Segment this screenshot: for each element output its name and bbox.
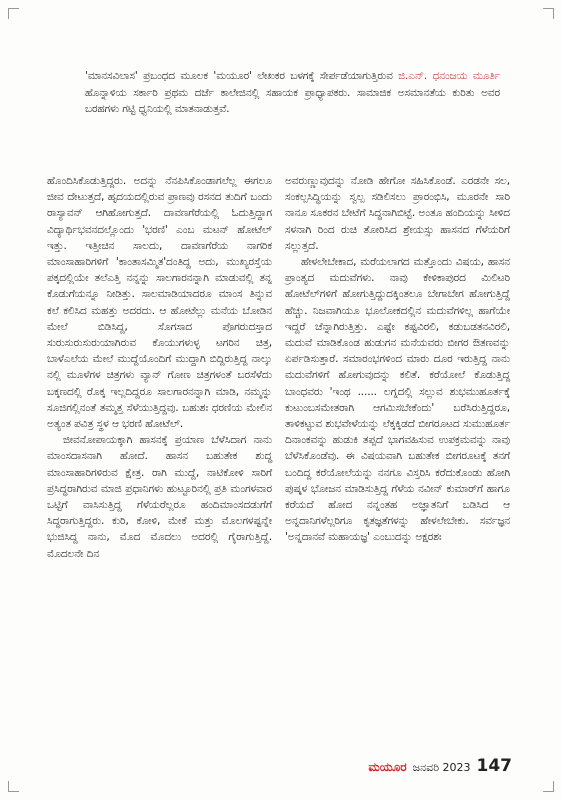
crop-mark-top-left (8, 8, 19, 19)
issue-date: ಜನವರಿ 2023 (412, 761, 471, 774)
page-footer (368, 756, 512, 776)
paragraph: ಹೇಳಲೇಬೇಕಾದ, ಮರೆಯಲಾಗದ ಮತ್ತೊಂದು ವಿಷಯ, ಹಾಸನ ಪ್ರಾಂತ್ಯದ ಮದುವೆಗಳು. ನಾವು ಕೇಳಿಕಾಪುರದ ಮಿಲಿಟರಿ ಹೋಟೆಲ್‌ಗಳಿಗೆ ಹೋಗುತ್ತಿದ್ದುದಕ್ಕಿಂತಲೂ ಬೇಗಾಬೇಗ ಹೋಗುತ್ತಿದ್ದೆ ಹೆಚ್ಚು. ನಿಜವಾಗಿಯೂ ಭೂಲೋಕದಲ್ಲಿನ ಮದುವೆಗಳಿಲ್ಲ ಹಾಗೆಯೇ ಇದ್ದರೆ ಚೆನ್ನಾಗಿರುತ್ತಿತ್ತು. ಎಷ್ಟೇ ಕಷ್ಟವಿರಲಿ, ಕಡುಬಡತನವಿರಲಿ, ಮದುವೆ ಮಾಡಿಕೊಂಡ ಹುಡುಗನ ಮನೆಯವರು ಬೀಗರ ಔತಣವನ್ನು ಏರ್ಪಡಿಸುತ್ತಾರೆ. ಸಮಾರಂಭಗಳಿಂದ ಮಾರು ದೂರ ಇರುತ್ತಿದ್ದ ನಾನು ಮದುವೆಗಳಿಗೆ ಹೋಗುವುದನ್ನು ಕಲಿತೆ. ಕರೆಯೋಲೆ ಕೊಡುತ್ತಿದ್ದ ಬಾಂಧವರು 'ಇಂಥ ...... ಲಗ್ನದಲ್ಲಿ ಸಲ್ಲುವ ಶುಭಮುಹೂರ್ತಕ್ಕೆ ಕುಟುಂಬಸಮೇತರಾಗಿ ಆಗಮಿಸಬೇಕೆಂದು' ಬರೆಸಿರುತ್ತಿದ್ದರೂ, ತಾಳಿಕಟ್ಟುವ ಶುಭವೇಳೆಯನ್ನು ಲೆಕ್ಕಕ್ಕಿಡದೆ ಬೀಗರೂಟದ ಸುಮುಹೂರ್ತ ದಿನಾಂಕವನ್ನು ಹುಡುಕಿ ತಪ್ಪದೆ ಭಾಗವಹಿಸುವ ಉಪಕ್ರಮವನ್ನು ನಾವು ಬೆಳೆಸಿಕೊಂಡೆವು. ಈ ವಿಷಯವಾಗಿ ಬಹುತೇಕ ಬೀಗರೂಟಕ್ಕೆ ತನಗೆ ಬಂದಿದ್ದ ಕರೆಯೋಲೆಯನ್ನು ನನಗೂ ವಿಸ್ತರಿಸಿ ಕರೆದುಕೊಂಡು ಹೋಗಿ ಪುಷ್ಕಳ ಭೋಜನ ಮಾಡಿಸುತ್ತಿದ್ದ ಗೆಳೆಯ ನವೀನ್ ಕುಮಾರ್‌ಗೆ ಹಾಗೂ ಕರೆಯದೆ ಹೋದ ನನ್ನಂತಹ ಅಜ್ಞಾತನಿಗೆ ಬಡಿಸಿದ ಆ ಅನ್ನದಾನಿಗಳೆಲ್ಲರಿಗೂ ಕೃತಜ್ಞತೆಗಳನ್ನು ಹೇಳಲೇಬೇಕು. ಸರ್ವಜ್ಞನ 'ಅನ್ನದಾನವೆ ಮಹಾಯಜ್ಞ' ಎಂಬುದನ್ನು ಅಕ್ಷರಶಃ (285, 256, 510, 544)
crop-mark-bottom-right (543, 781, 554, 792)
crop-mark-bottom-left (8, 781, 19, 792)
author-intro (85, 68, 500, 118)
left-column (47, 173, 272, 562)
paragraph: ಜೀವನೋಪಾಯಕ್ಕಾಗಿ ಹಾಸನಕ್ಕೆ ಪ್ರಯಾಣ ಬೆಳೆಸಿದಾಗ ನಾನು ಮಾಂಸದಾಸನಾಗಿ ಹೋದೆ. ಹಾಸನ ಬಹುತೇಕ ಶುದ್ಧ ಮಾಂಸಾಹಾರಿಗಳಿರುವ ಕ್ಷೇತ್ರ. ರಾಗಿ ಮುದ್ದೆ, ನಾಟಿಕೋಳಿ ಸಾರಿಗೆ ಪ್ರಸಿದ್ಧರಾಗಿರುವ ಮಾಜಿ ಪ್ರಧಾನಿಗಳು ಹುಟ್ಟೂರಿನಲ್ಲಿ ಪ್ರತಿ ಮಂಗಳವಾರ ಒಟ್ಟಿಗೆ ವಾಸಿಸುತ್ತಿದ್ದ ಗೆಳೆಯರೆಲ್ಲರೂ ಹಂದಿಮಾಂಸದಡುಗೆಗೆ ಸಿದ್ಧರಾಗುತ್ತಿದ್ದರು. ಕುರಿ, ಕೋಳಿ, ಮೇಕೆ ಮತ್ತು ಮೊಲಗಳಷ್ಟನ್ನೇ ಭುಜಿಸಿದ್ದ ನಾನು, ಮೊದ ಮೊದಲು ಅದರಲ್ಲಿ ಗೈರಾಗುತ್ತಿದ್ದೆ. ಮೊದಲನೇ ದಿನ (47, 434, 272, 560)
author-name: ಜಿ.ಎನ್. ಧನಂಜಯ ಮೂರ್ತಿ (398, 70, 500, 82)
magazine-logo: ಮಯೂರ (368, 760, 407, 774)
intro-text-start: 'ಮಾನಸವಿಲಾಸ' ಪ್ರಬಂಧದ ಮೂಲಕ 'ಮಯೂರ' ಲೇಖಕರ ಬಳಗಕ್ಕೆ ಸೇರ್ಪಡೆಯಾಗುತ್ತಿರುವ (85, 70, 399, 82)
right-column (285, 173, 510, 546)
intro-text-end: ಹೊನ್ನಾಳಿಯ ಸರ್ಕಾರಿ ಪ್ರಥಮ ದರ್ಜೆ ಕಾಲೇಜಿನಲ್ಲಿ ಸಹಾಯಕ ಪ್ರಾಧ್ಯಾಪಕರು. ಸಾಮಾಜಿಕ ಅಸಮಾನತೆಯ ಕುರಿತು ಅವರ ಬರಹಗಳು ಗಟ್ಟಿ ಧ್ವನಿಯಲ್ಲಿ ಮಾತನಾಡುತ್ತವೆ. (85, 86, 500, 115)
paragraph: ಹೊಂದಿಸಿಕೊಡುತ್ತಿದ್ದರು. ಅದನ್ನು ನೆನಪಿಸಿಕೊಂಡಾಗಲೆಲ್ಲ ಈಗಲೂ ಜೀವ ದೇಟುತ್ತದೆ, ಹೃದಯದಲ್ಲಿರುವ ಪ್ರಾಣವು ರಸನದ ತುದಿಗೆ ಬಂದು ರಾಸ್ಯಾವನ್ ಆಗಿಹೋಗುತ್ತದೆ. ದಾವಣಗೆರೆಯಲ್ಲಿ ಓದುತ್ತಿದ್ದಾಗ ವಿದ್ಯಾರ್ಥಿಭವನದಲ್ಲೊಂದು 'ಭರಣಿ' ಎಂಬ ಮಟನ್ ಹೋಟೆಲ್ ಇತ್ತು. ಇತ್ತೀಚಿನ ಸಾಲದು, ದಾವಣಗೆರೆಯ ನಾಗರಿಕ ಮಾಂಸಾಹಾರಿಗಳಿಗೆ 'ಕಾಂತಾಸಮ್ಮಿತ'ದಂತಿದ್ದ ಅದು, ಮುಖ್ಯರಸ್ತೆಯ ಪಕ್ಕದಲ್ಲಿಯೇ ತಲೆಎತ್ತಿ ನನ್ನನ್ನು ಸಾಲಗಾರನನ್ನಾಗಿ ಮಾಡುವಲ್ಲಿ ತನ್ನ ಕೊಡುಗೆಯನ್ನೂ ನೀಡಿತ್ತು. ಸಾಲಮಾಡಿಯಾದರೂ ಮಾಂಸ ತಿನ್ನುವ ಕಲೆ ಕಲಿಸಿದ ಮಹತ್ತು ಅದರದು. ಆ ಹೋಟೆಲ್ಲು ಮನೆಯ ಬೋಡಿನ ಮೇಲೆ ಬಿಡಿಸಿದ್ದ, ಸೊಗಸಾದ ಪೊಗರುದಸ್ತಾದ ಸುರುಸುರುಸುರುಯಾಗಿರುವ ಕೊಯುಗಳುಳ್ಳ ಟಗರಿನ ಚಿತ್ರ, ಬಾಳೆಎಲೆಯ ಮೇಲೆ ಮುದ್ದೆಯೊಂದಿಗೆ ಮುದ್ದಾಗಿ ಬಿದ್ದಿರುತ್ತಿದ್ದ ನಾಲ್ಕು ನಲ್ಲಿ ಮೂಳೆಗಳ ಚಿತ್ರಗಳು ವ್ಯಾನ್ ಗೋಣ ಚಿತ್ರಗಳಂತೆ ಬರಸೆಳೆದು ಬಕ್ಕಣದಲ್ಲಿ ರೊಕ್ಕ ಇಲ್ಲದಿದ್ದರೂ ಸಾಲಗಾರನನ್ನಾಗಿ ಮಾಡಿ, ನಮ್ಮನ್ನು ಸೂಜಿಗಲ್ಲಿನಂತೆ ತಮ್ಮತ್ತ ಸೆಳೆಯುತ್ತಿದ್ದವು. ಬಹುಶಃ ಧರಣಿಯ ಮೇಲಿನ ಅತ್ಯಂತ ಪವಿತ್ರ ಸ್ಥಳ ಆ ಭರಣಿ ಹೋಟೆಲ್. (47, 175, 272, 431)
crop-mark-top-right (543, 8, 554, 19)
paragraph: ಅವರುಣ್ಣುವುದನ್ನು ನೋಡಿ ಹೇಗೋ ಸಹಿಸಿಕೊಂಡೆ. ಎರಡನೇ ಸಲ, ಸಂಕಲ್ಪಸಿದ್ಧಿಯನ್ನು ಸ್ವಲ್ಪ ಸಡಿಲಿಸಲು ಪ್ರಾರಂಭಿಸಿ, ಮೂರನೇ ಸಾರಿ ನಾನೂ ಸೂಕರನ ಬೇಟೆಗೆ ಸಿದ್ಧನಾಗಿಬಿಟ್ಟೆ. ಅಂತೂ ಹಂದಿಯನ್ನು ಸೀಳಿದ ಸಳನಾಗಿ ರಿಂದ ರುಚಿ ತೋರಿಸಿದ ಶ್ರೇಯಸ್ಸು ಹಾಸನದ ಗೆಳೆಯರಿಗೆ ಸಲ್ಲುತ್ತದೆ. (285, 175, 510, 252)
page-number: 147 (476, 756, 512, 776)
